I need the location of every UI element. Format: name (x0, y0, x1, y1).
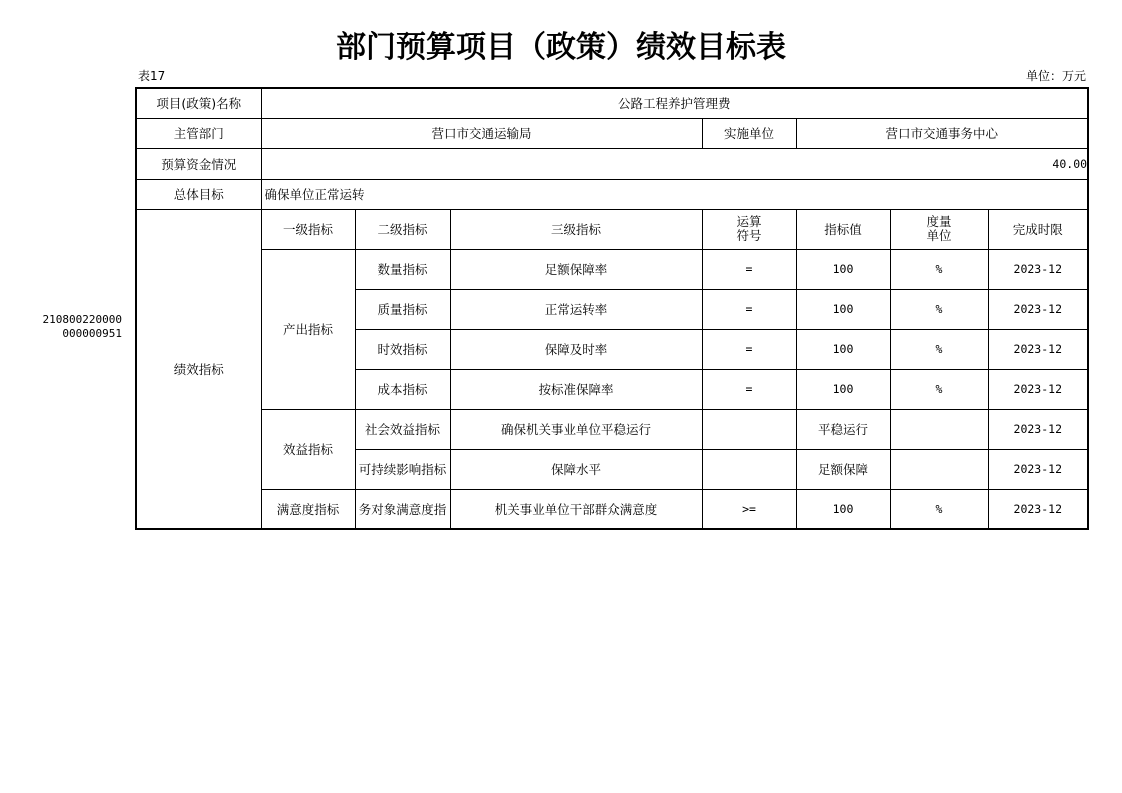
header-operator-line: 运算 (736, 214, 762, 229)
level2-cell: 质量指标 (355, 289, 450, 329)
project-code-line: 210800220000 (42, 313, 122, 326)
deadline-cell: 2023-12 (988, 369, 1088, 409)
deadline-cell: 2023-12 (988, 409, 1088, 449)
header-level1: 一级指标 (261, 209, 355, 249)
level2-cell: 务对象满意度指 (355, 489, 450, 529)
table-row (136, 249, 1088, 289)
header-unit (890, 209, 988, 249)
group-satisfaction: 满意度指标 (261, 489, 355, 529)
header-value: 指标值 (796, 209, 890, 249)
level2-cell: 社会效益指标 (355, 409, 450, 449)
level3-cell: 足额保障率 (450, 249, 702, 289)
value-cell: 足额保障 (796, 449, 890, 489)
group-benefit: 效益指标 (261, 409, 355, 489)
unit-cell: % (890, 369, 988, 409)
header-unit-line: 单位 (926, 228, 952, 243)
overall-goal-value: 确保单位正常运转 (261, 179, 1088, 209)
dept-label: 主管部门 (136, 118, 261, 148)
operator-cell: = (702, 329, 796, 369)
unit-cell: % (890, 489, 988, 529)
table-row (136, 409, 1088, 449)
level3-cell: 正常运转率 (450, 289, 702, 329)
header-level3: 三级指标 (450, 209, 702, 249)
operator-cell: = (702, 369, 796, 409)
header-deadline: 完成时限 (988, 209, 1088, 249)
impl-unit-value: 营口市交通事务中心 (796, 118, 1088, 148)
table-row (136, 179, 1088, 209)
performance-table (135, 87, 1089, 530)
deadline-cell: 2023-12 (988, 329, 1088, 369)
impl-unit-label: 实施单位 (702, 118, 796, 148)
unit-cell (890, 409, 988, 449)
value-cell: 100 (796, 369, 890, 409)
value-cell: 平稳运行 (796, 409, 890, 449)
value-cell: 100 (796, 489, 890, 529)
header-unit-line: 度量 (926, 214, 952, 229)
level3-cell: 确保机关事业单位平稳运行 (450, 409, 702, 449)
operator-cell (702, 409, 796, 449)
header-operator (702, 209, 796, 249)
header-operator-line: 符号 (736, 228, 762, 243)
deadline-cell: 2023-12 (988, 249, 1088, 289)
budget-label: 预算资金情况 (136, 148, 261, 179)
operator-cell (702, 449, 796, 489)
table-header-row (136, 209, 1088, 249)
level2-cell: 成本指标 (355, 369, 450, 409)
project-code-line: 000000951 (62, 327, 122, 340)
deadline-cell: 2023-12 (988, 449, 1088, 489)
operator-cell: = (702, 289, 796, 329)
level2-cell: 时效指标 (355, 329, 450, 369)
value-cell: 100 (796, 289, 890, 329)
project-name-label: 项目(政策)名称 (136, 88, 261, 118)
table-row (136, 489, 1088, 529)
deadline-cell: 2023-12 (988, 489, 1088, 529)
level3-cell: 机关事业单位干部群众满意度 (450, 489, 702, 529)
value-cell: 100 (796, 249, 890, 289)
unit-cell (890, 449, 988, 489)
level3-cell: 按标准保障率 (450, 369, 702, 409)
deadline-cell: 2023-12 (988, 289, 1088, 329)
table-number: 表17 (138, 69, 166, 83)
perf-label: 绩效指标 (136, 209, 261, 529)
level2-cell: 数量指标 (355, 249, 450, 289)
value-cell: 100 (796, 329, 890, 369)
table-row (136, 88, 1088, 118)
operator-cell: = (702, 249, 796, 289)
project-code (36, 313, 122, 341)
operator-cell: >= (702, 489, 796, 529)
unit-cell: % (890, 289, 988, 329)
table-row (136, 118, 1088, 148)
unit-cell: % (890, 329, 988, 369)
unit-cell: % (890, 249, 988, 289)
level3-cell: 保障水平 (450, 449, 702, 489)
level3-cell: 保障及时率 (450, 329, 702, 369)
page-title: 部门预算项目（政策）绩效目标表 (336, 30, 786, 65)
unit-label: 单位：万元 (1025, 69, 1086, 83)
group-output: 产出指标 (261, 249, 355, 409)
overall-goal-label: 总体目标 (136, 179, 261, 209)
project-name-value: 公路工程养护管理费 (261, 88, 1088, 118)
level2-cell: 可持续影响指标 (355, 449, 450, 489)
table-row (136, 148, 1088, 179)
header-level2: 二级指标 (355, 209, 450, 249)
dept-value: 营口市交通运输局 (261, 118, 702, 148)
budget-value: 40.00 (261, 148, 1088, 179)
